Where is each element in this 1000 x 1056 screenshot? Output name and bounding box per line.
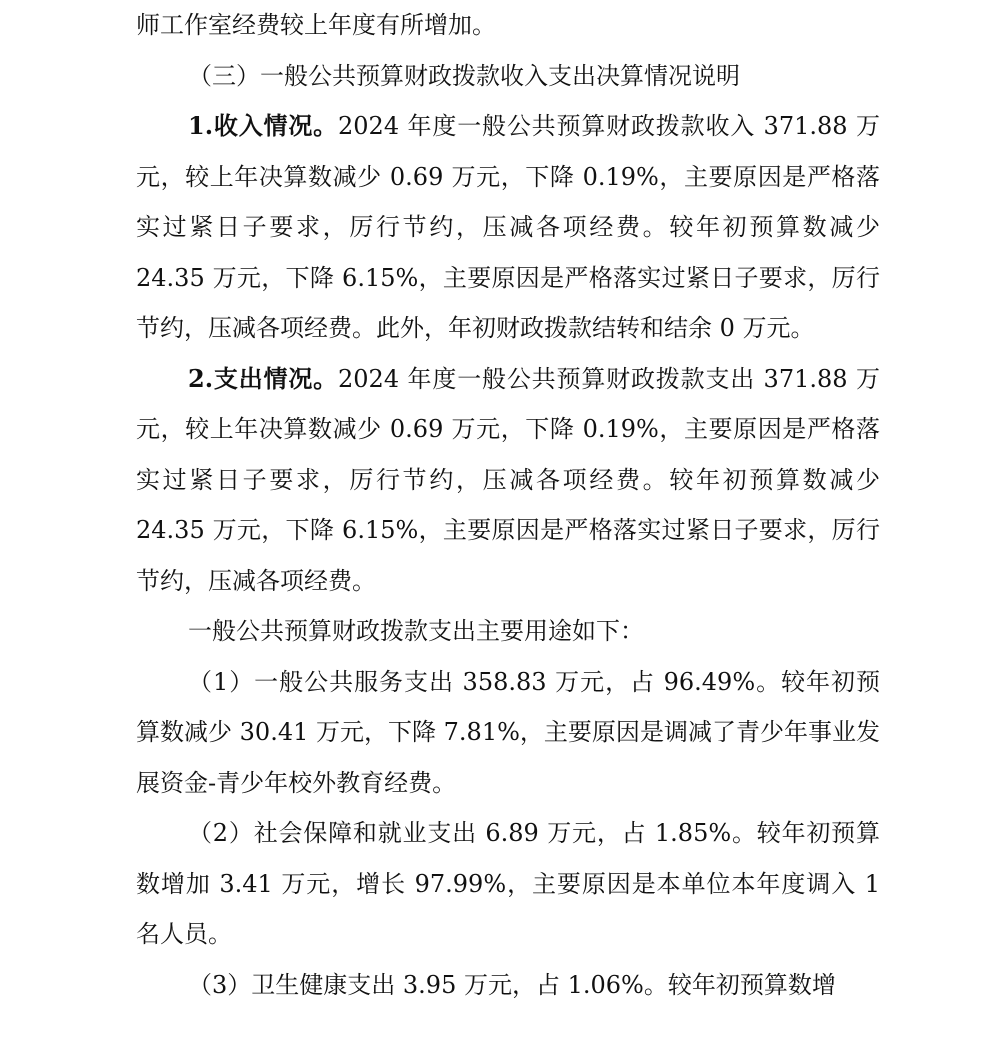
usage-intro: 一般公共预算财政拨款支出主要用途如下： [188, 617, 644, 645]
income-body: 2024 年度一般公共预算财政拨款收入 371.88 万元，较上年决算数减少 0.69 万元，下降 0.19%，主要原因是严格落实过紧日子要求，厉行节约，压减各项经费。较年初预算数减少 24.35 万元，下降 6.15%，主要原因是严格落实过紧日子要求，厉行节约，压减各项经费。此外，年初财政拨款结转和结余 0 万元。 [136, 112, 880, 342]
usage-item-2: （2）社会保障和就业支出 6.89 万元，占 1.85%。较年初预算数增加 3.41 万元，增长 97.99%，主要原因是本单位本年度调入 1 名人员。 [136, 819, 880, 948]
income-paragraph [136, 101, 880, 354]
expenditure-body: 2024 年度一般公共预算财政拨款支出 371.88 万元，较上年决算数减少 0.69 万元，下降 0.19%，主要原因是严格落实过紧日子要求，厉行节约，压减各项经费。较年初预算数减少 24.35 万元，下降 6.15%，主要原因是严格落实过紧日子要求，厉行节约，压减各项经费。 [136, 364, 880, 595]
usage-item-1: （1）一般公共服务支出 358.83 万元，占 96.49%。较年初预算数减少 30.41 万元，下降 7.81%，主要原因是调减了青少年事业发展资金-青少年校外教育经费。 [136, 667, 880, 797]
carryover-text: 师工作室经费较上年度有所增加。 [136, 11, 496, 39]
expenditure-lead: 2.支出情况。 [188, 363, 339, 393]
expenditure-paragraph [136, 354, 880, 607]
section-heading: （三）一般公共预算财政拨款收入支出决算情况说明 [188, 61, 740, 90]
document-page [136, 0, 880, 1010]
income-lead: 1.收入情况。 [188, 111, 339, 140]
usage-item-3: （3）卫生健康支出 3.95 万元，占 1.06%。较年初预算数增 [188, 970, 836, 999]
